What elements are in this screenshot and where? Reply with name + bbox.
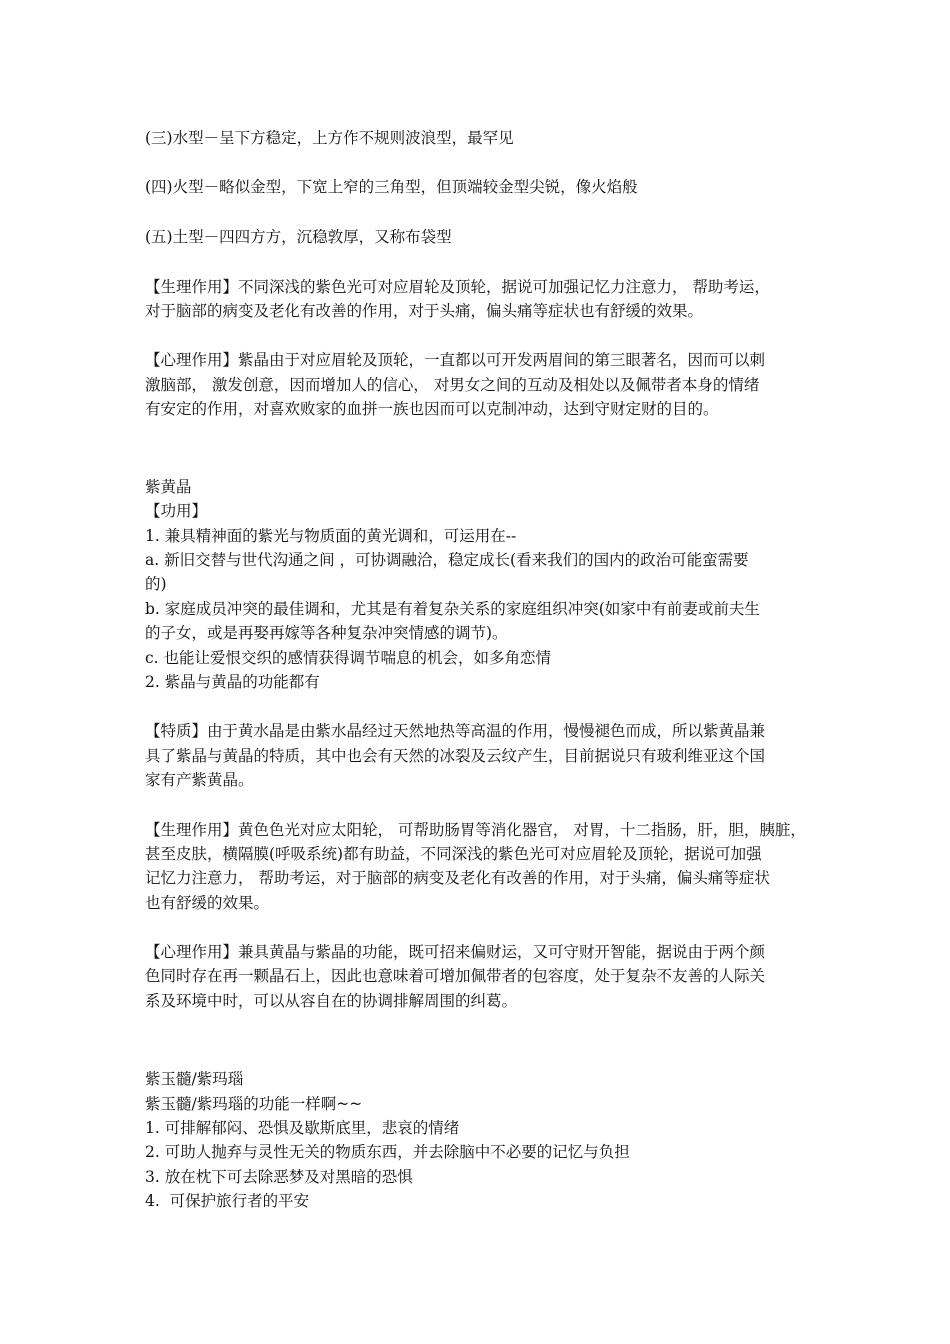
- text-line: 有安定的作用，对喜欢败家的血拼一族也因而可以克制冲动，达到守财定财的目的。: [145, 400, 719, 418]
- text-line: (五)土型－四四方方，沉稳敦厚，又称布袋型: [145, 228, 452, 246]
- text-line: 记忆力注意力， 帮助考运，对于脑部的病变及老化有改善的作用，对于头痛，偏头痛等症状: [145, 869, 770, 887]
- text-line: a. 新旧交替与世代沟通之间 ，可协调融洽，稳定成长(看来我们的国内的政治可能蛮需要: [145, 551, 749, 569]
- text-line: 【心理作用】紫晶由于对应眉轮及顶轮，一直都以可开发两眉间的第三眼著名，因而可以刺: [145, 351, 766, 369]
- text-line: 【生理作用】不同深浅的紫色光可对应眉轮及顶轮，据说可加强记忆力注意力， 帮助考运，: [145, 278, 770, 296]
- text-line: 激脑部， 激发创意，因而增加人的信心， 对男女之间的互动及相处以及佩带者本身的情绪: [145, 376, 760, 394]
- text-line: 【功用】: [145, 502, 208, 520]
- text-line: 2. 紫晶与黄晶的功能都有: [145, 673, 320, 691]
- text-line: 对于脑部的病变及老化有改善的作用，对于头痛，偏头痛等症状也有舒缓的效果。: [145, 302, 704, 320]
- text-line: 【特质】由于黄水晶是由紫水晶经过天然地热等高温的作用，慢慢褪色而成，所以紫黄晶兼: [145, 722, 766, 740]
- text-line: 【心理作用】兼具黄晶与紫晶的功能，既可招来偏财运，又可守财开智能，据说由于两个颜: [145, 943, 766, 961]
- text-line: 具了紫晶与黄晶的特质，其中也会有天然的冰裂及云纹产生，目前据说只有玻利维亚这个国: [145, 747, 766, 765]
- text-line: 2. 可助人抛弃与灵性无关的物质东西，并去除脑中不必要的记忆与负担: [145, 1143, 630, 1161]
- text-line: 3. 放在枕下可去除恶梦及对黑暗的恐惧: [145, 1168, 413, 1186]
- section-heading: 紫黄晶: [145, 478, 192, 496]
- text-line: 1. 兼具精神面的紫光与物质面的黄光调和，可运用在--: [145, 527, 517, 545]
- text-line: 的): [145, 575, 167, 593]
- text-line: 家有产紫黄晶。: [145, 771, 254, 789]
- text-line: b. 家庭成员冲突的最佳调和，尤其是有着复杂关系的家庭组织冲突(如家中有前妻或前夫生: [145, 600, 760, 618]
- text-line: (三)水型－呈下方稳定，上方作不规则波浪型，最罕见: [145, 129, 514, 147]
- text-line: c. 也能让爱恨交织的感情获得调节喘息的机会，如多角恋情: [145, 649, 552, 667]
- text-line: (四)火型－略似金型，下宽上窄的三角型，但顶端较金型尖锐，像火焰般: [145, 178, 638, 196]
- text-line: 紫玉髓/紫玛瑙的功能一样啊~~: [145, 1095, 363, 1113]
- text-line: 4. 可保护旅行者的平安: [145, 1192, 310, 1210]
- text-line: 1. 可排解郁闷、恐惧及歇斯底里，悲哀的情绪: [145, 1119, 460, 1137]
- text-line: 系及环境中时，可以从容自在的协调排解周围的纠葛。: [145, 992, 518, 1010]
- section-heading: 紫玉髓/紫玛瑙: [145, 1070, 244, 1088]
- text-line: 【生理作用】黄色色光对应太阳轮， 可帮助肠胃等消化器官， 对胃，十二指肠，肝，胆，胰脏，: [145, 821, 806, 839]
- text-line: 的子女，或是再娶再嫁等各种复杂冲突情感的调节)。: [145, 624, 508, 642]
- text-line: 甚至皮肤，横隔膜(呼吸系统)都有助益，不同深浅的紫色光可对应眉轮及顶轮，据说可加强: [145, 845, 762, 863]
- text-line: 色同时存在再一颗晶石上，因此也意味着可增加佩带者的包容度，处于复杂不友善的人际关: [145, 967, 766, 985]
- text-line: 也有舒缓的效果。: [145, 894, 270, 912]
